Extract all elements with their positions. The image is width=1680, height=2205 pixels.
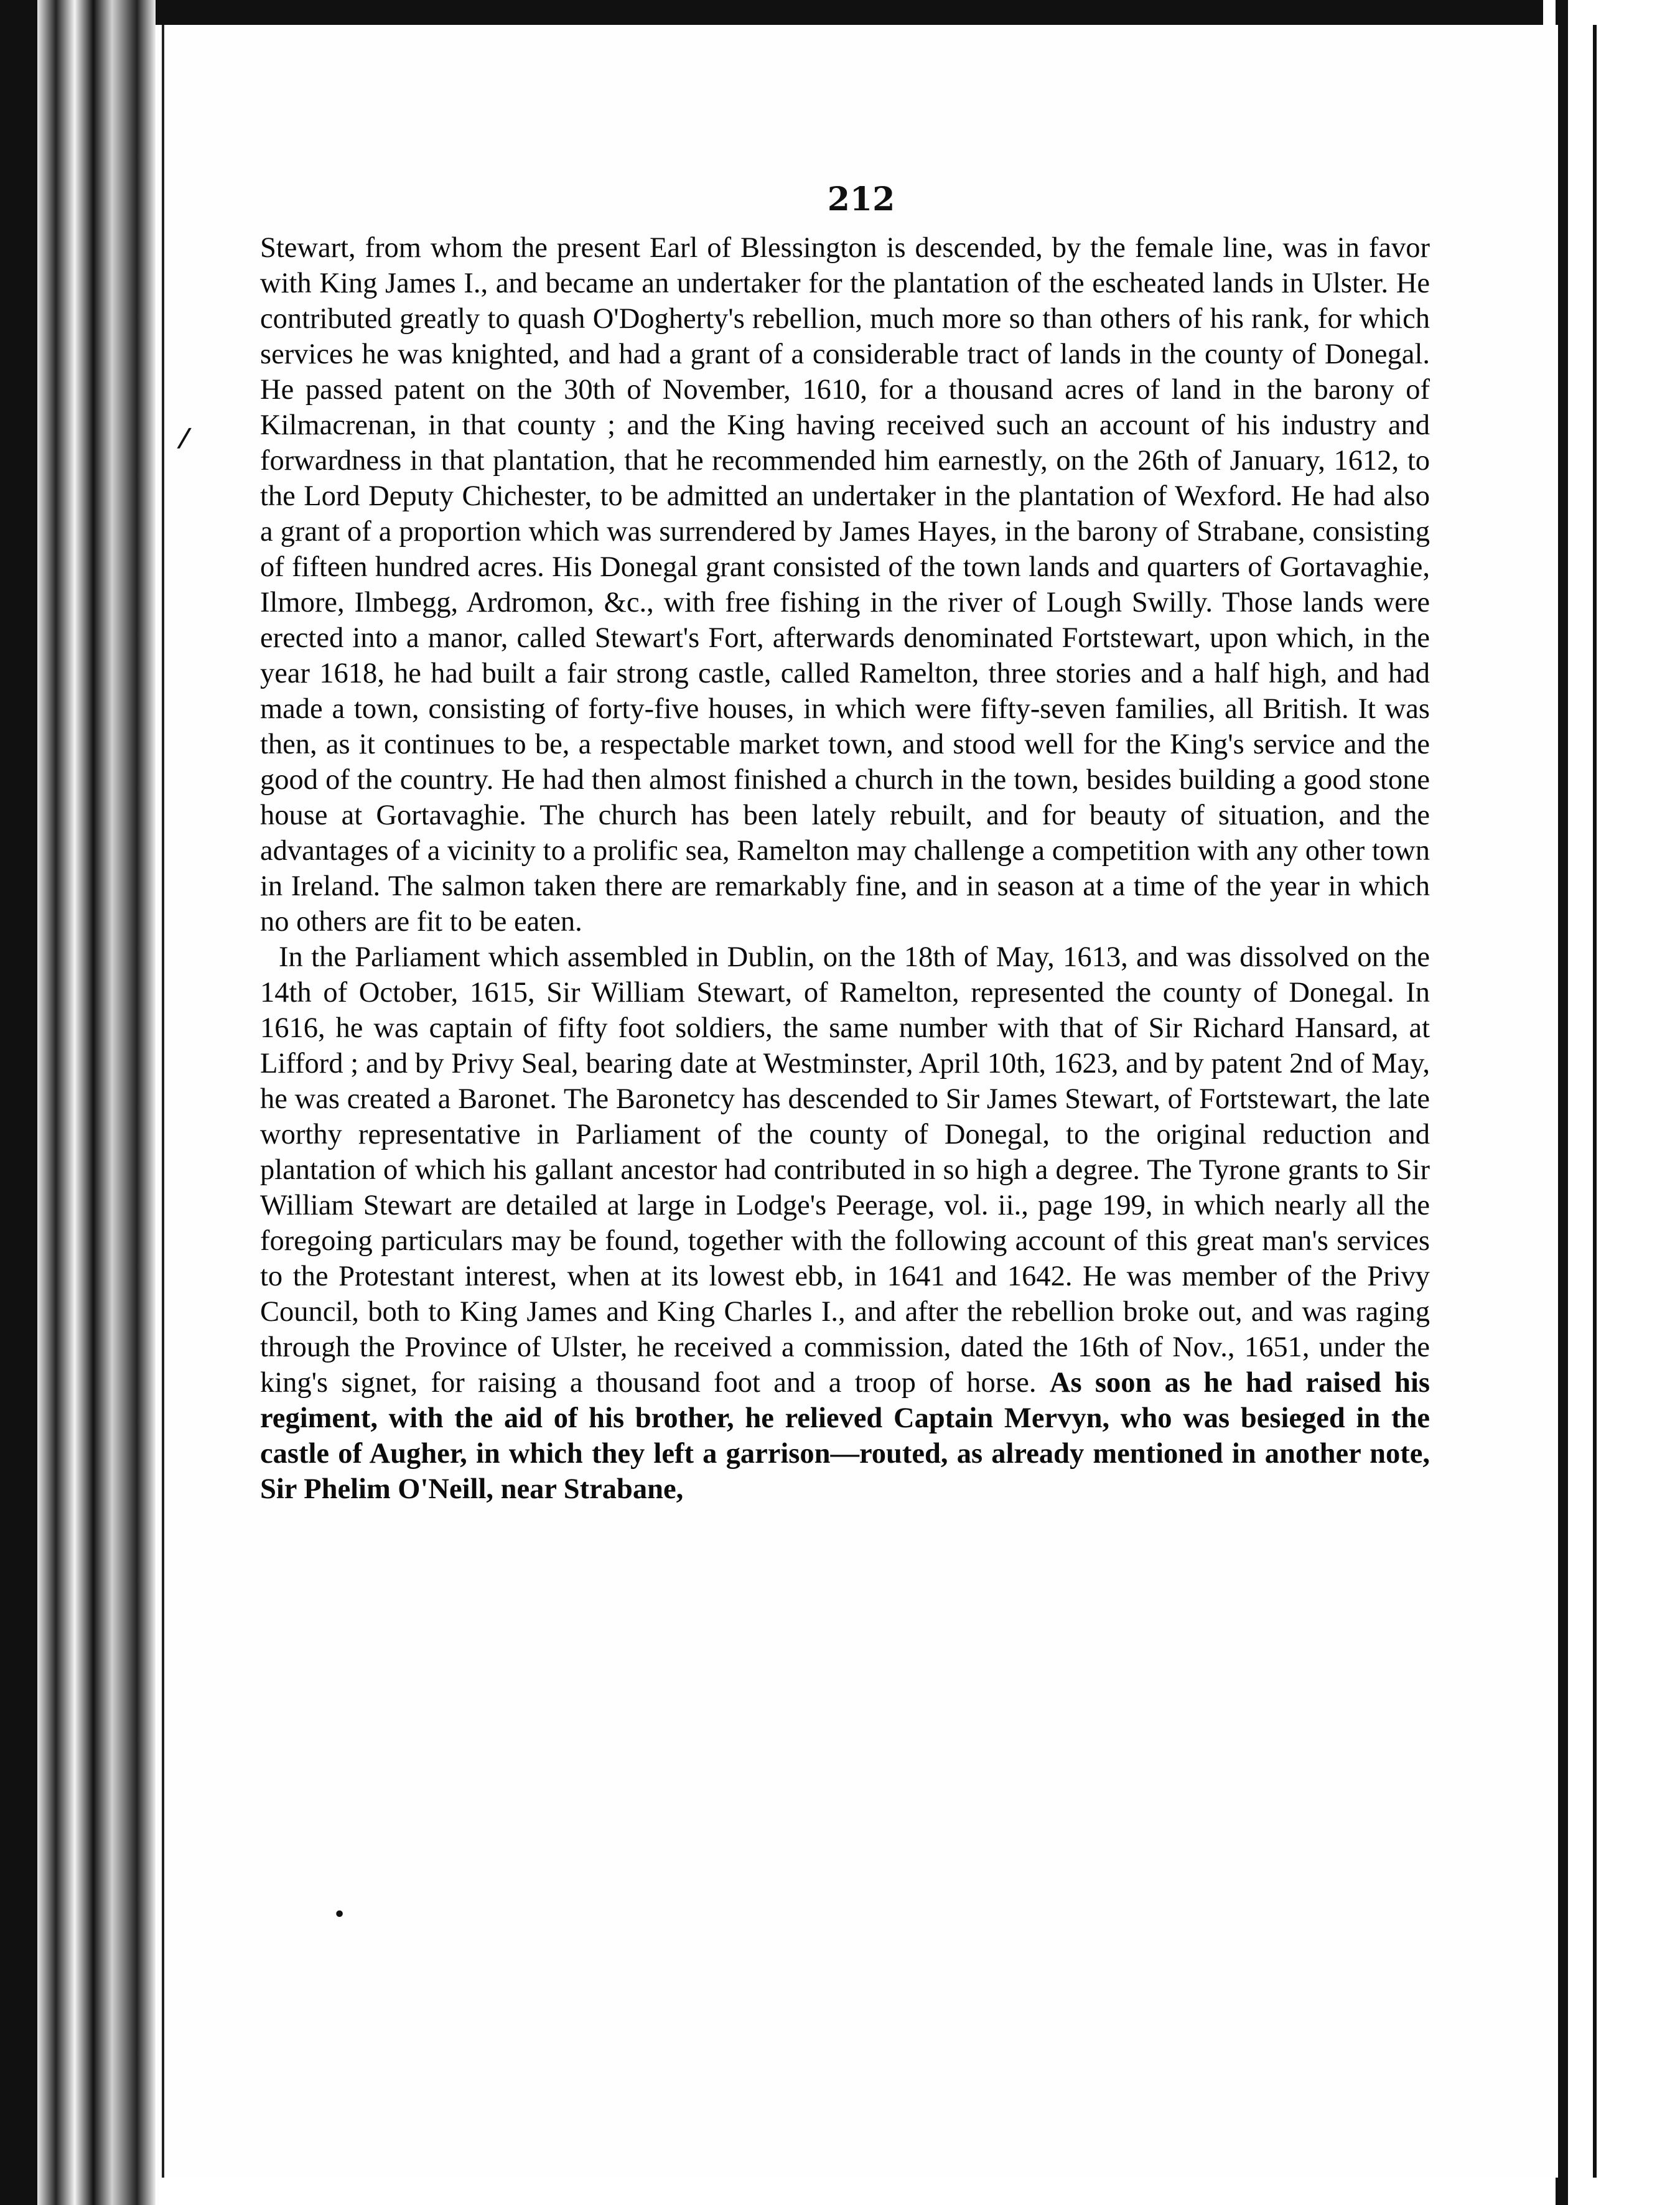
scan-right-rule [1593,25,1597,2178]
scan-left-binding [0,0,156,2205]
scan-right-edge [1556,0,1680,2205]
margin-mark: / [175,423,193,452]
paragraph-2-continuation: As soon as he had raised his regiment, with the aid of his brother, he relieved Captain Mervyn, who was besieged in the castle of Augher, in which they left a garrison—routed, as already mentioned in another note, Sir Phelim O'Neill, near Strabane, [260,1367,1430,1505]
margin-dot: • [334,1904,346,1926]
paragraph-1: Stewart, from whom the present Earl of Blessington is descended, by the female line, was in favor with King James I., and became an undertaker for the plantation of the escheated lands in Ulster. He contributed greatly to quash O'Dogherty's rebellion, much more so than others of his rank, for which services he was knighted, and had a grant of a considerable tract of lands in the county of Donegal. He passed patent on the 30th of November, 1610, for a thousand acres of land in the barony of Kilmacrenan, in that county ; and the King having received such an account of his industry and forwardness in that plantation, that he recommended him earnestly, on the 26th of January, 1612, to the Lord Deputy Chichester, to be admitted an undertaker in the plantation of Wexford. He had also a grant of a proportion which was surrendered by James Hayes, in the barony of Strabane, consisting of fifteen hundred acres. His Donegal grant consisted of the town lands and quarters of Gortavaghie, Ilmore, Ilmbegg, Ardromon, &c., with free fishing in the river of Lough Swilly. Those lands were erected into a manor, called Stewart's Fort, afterwards denominated Fortstewart, upon which, in the year 1618, he had built a fair strong castle, called Ramelton, three stories and a half high, and had made a town, consisting of forty-five houses, in which were fifty-seven families, all British. It was then, as it continues to be, a respectable market town, and stood well for the King's service and the good of the country. He had then almost finished a church in the town, besides building a good stone house at Gortavaghie. The church has been lately rebuilt, and for beauty of situation, and the advantages of a vicinity to a prolific sea, Ramelton may challenge a competition with any other town in Ireland. The salmon taken there are remarkably fine, and in season at a time of the year in which no others are fit to be eaten. [260,232,1430,938]
body-text [260,230,1430,1507]
paragraph-2-text: In the Parliament which assembled in Dublin, on the 18th of May, 1613, and was dissolved on the 14th of October, 1615, Sir William Stewart, of Ramelton, represented the county of Donegal. In 1616, he was captain of fifty foot soldiers, the same number with that of Sir Richard Hansard, at Lifford ; and by Privy Seal, bearing date at Westminster, April 10th, 1623, and by patent 2nd of May, he was created a Baronet. The Baronetcy has descended to Sir James Stewart, of Fortstewart, the late worthy representative in Parliament of the county of Donegal, to the original reduction and plantation of which his gallant ancestor had contributed in so high a degree. The Tyrone grants to Sir William Stewart are detailed at large in Lodge's Peerage, vol. ii., page 199, in which nearly all the foregoing particulars may be found, together with the following account of this great man's services to the Protestant interest, when at its lowest ebb, in 1641 and 1642. He was member of the Privy Council, both to King James and King Charles I., and after the rebellion broke out, and was raging through the Province of Ulster, he received a commission, dated the 16th of Nov., 1651, under the king's signet, for raising a thousand foot and a troop of horse. [260,941,1430,1399]
scan-top-edge [156,0,1543,25]
page-number: 212 [827,180,895,218]
paragraph-2 [260,939,1430,1507]
